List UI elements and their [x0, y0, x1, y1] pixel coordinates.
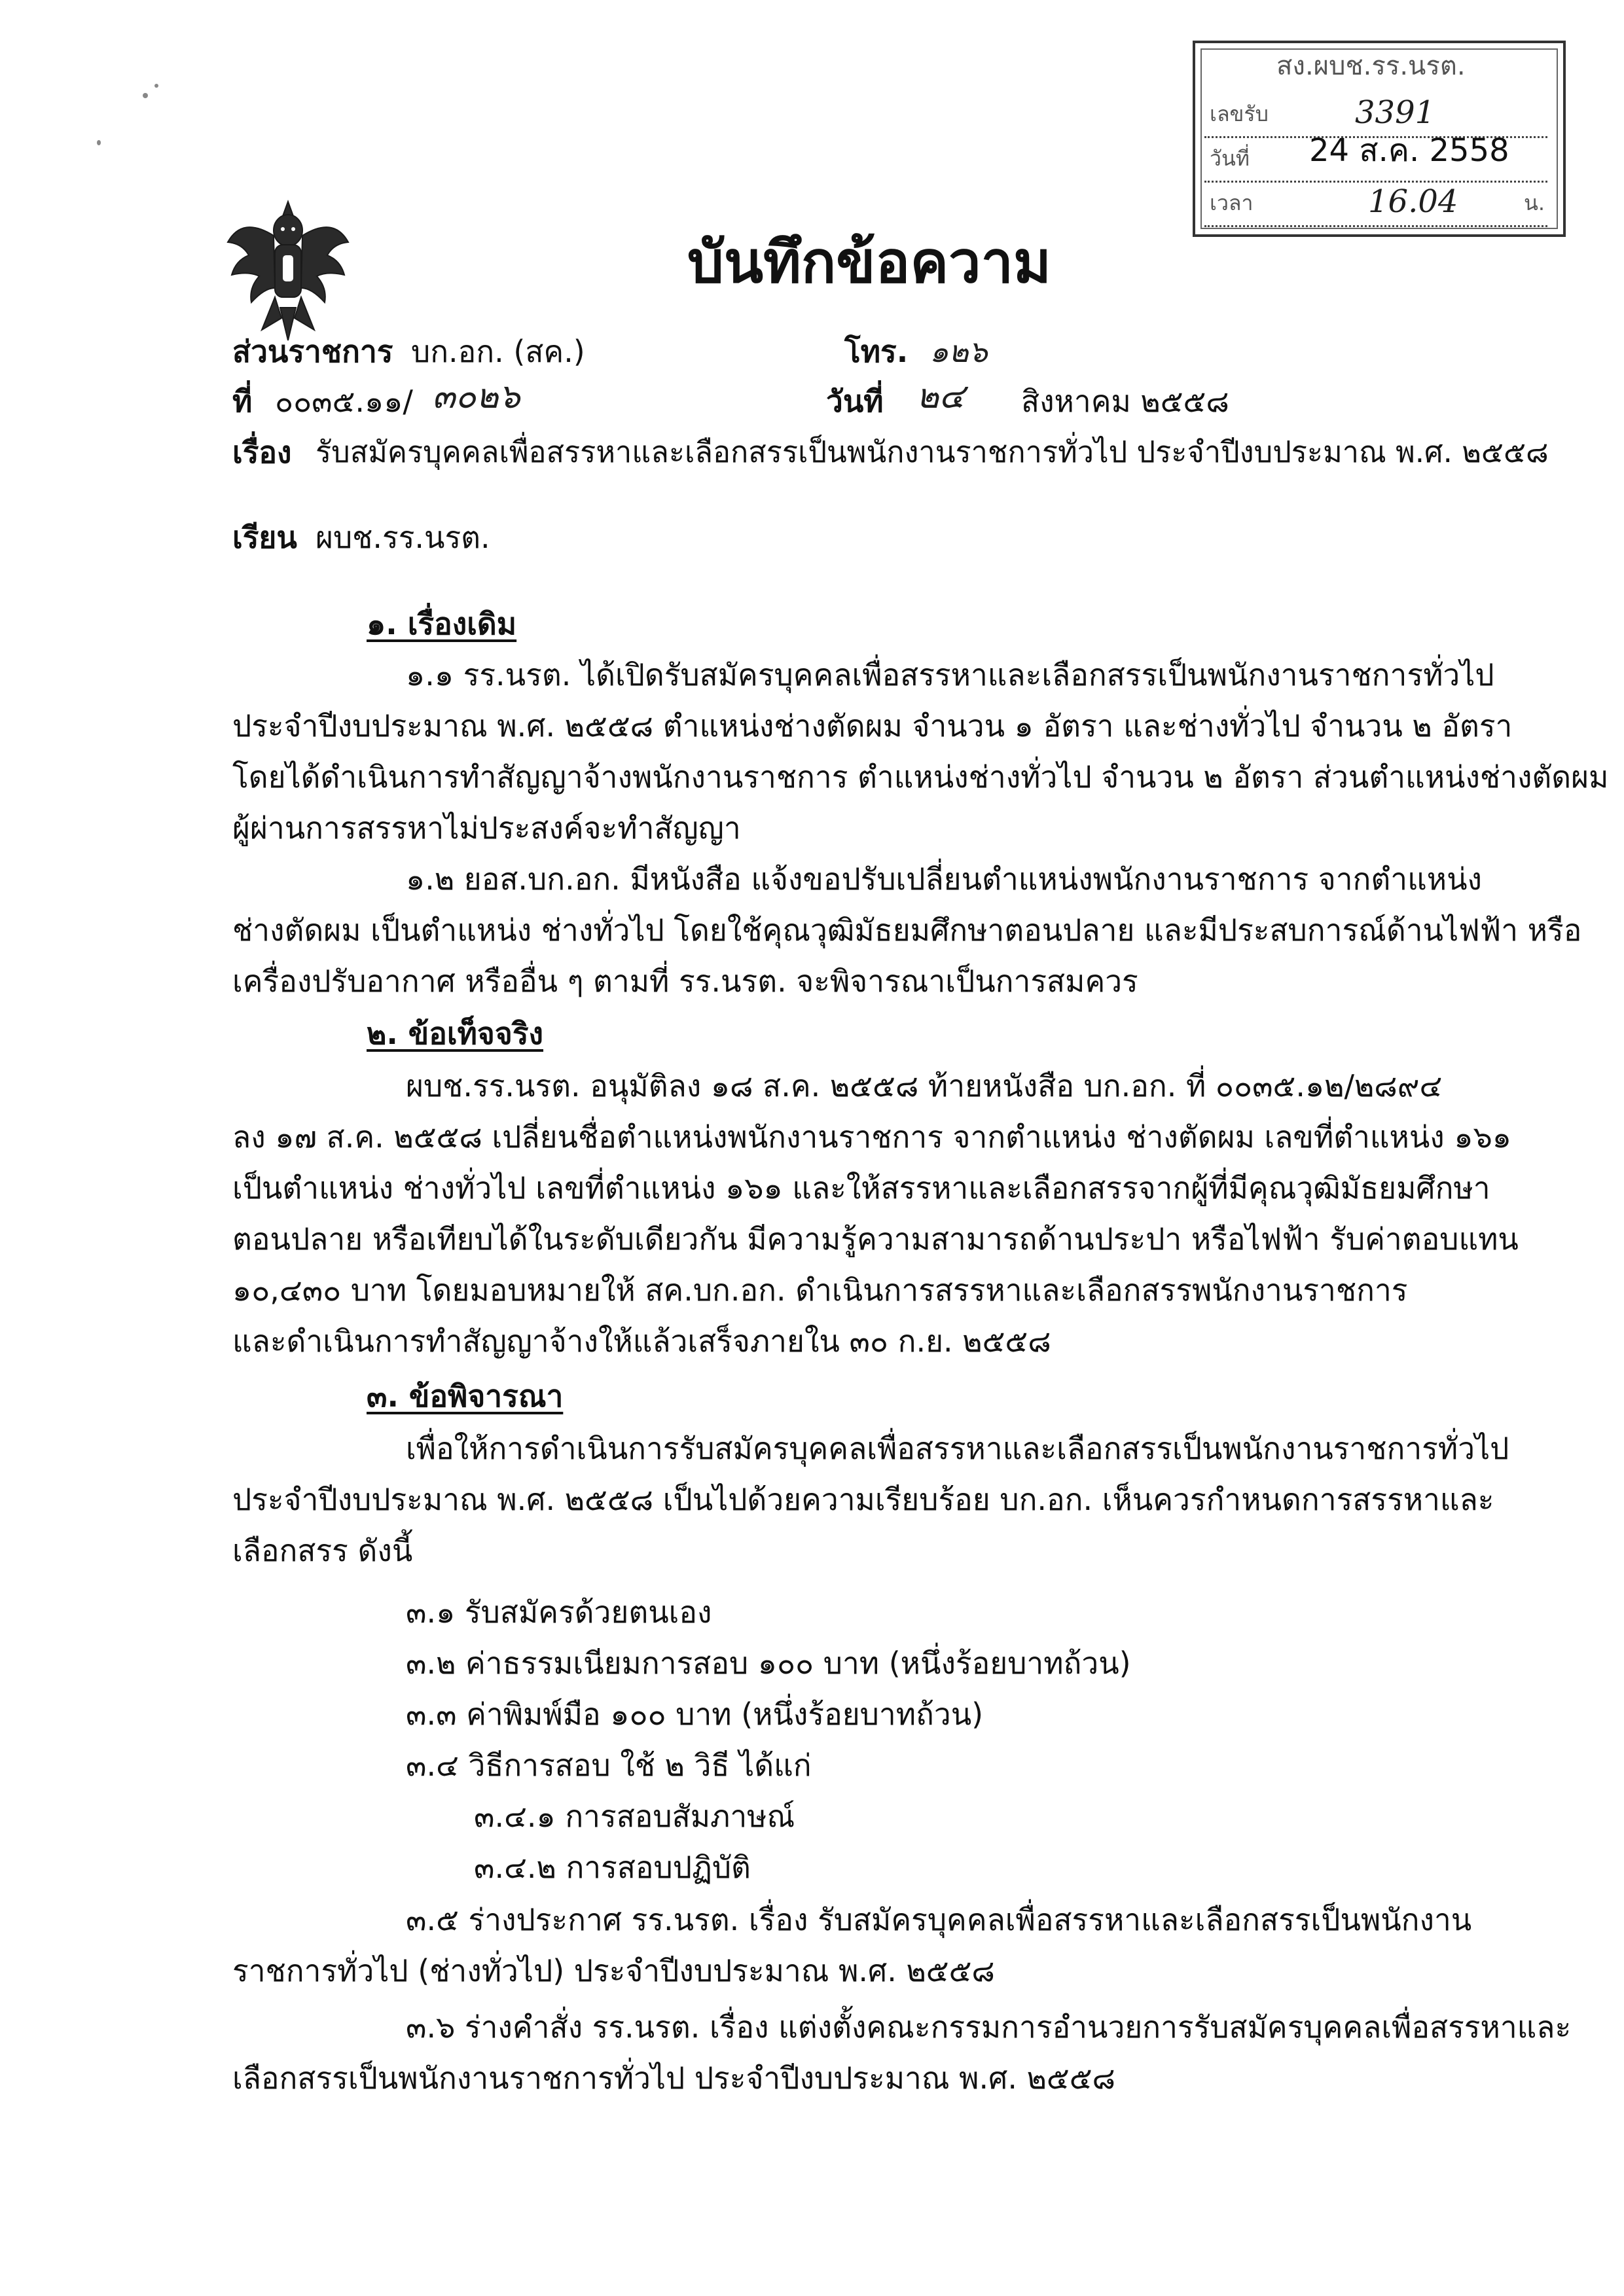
agency-value: บก.อก. (สค.) — [411, 334, 585, 369]
subject-value: รับสมัครบุคคลเพื่อสรรหาและเลือกสรรเป็นพนักงานราชการทั่วไป ประจำปีงบประมาณ พ.ศ. ๒๕๕๘ — [316, 435, 1549, 469]
salutation-value: ผบช.รร.นรต. — [316, 520, 490, 555]
list-item: ๓.๓ ค่าพิมพ์มือ ๑๐๐ บาท (หนึ่งร้อยบาทถ้วน) — [406, 1696, 984, 1732]
body-line: ๑.๑ รร.นรต. ได้เปิดรับสมัครบุคคลเพื่อสรรหาและเลือกสรรเป็นพนักงานราชการทั่วไป — [406, 657, 1494, 692]
body-line: ตอนปลาย หรือเทียบได้ในระดับเดียวกัน มีความรู้ความสามารถด้านประปา หรือไฟฟ้า รับค่าตอบแทน — [232, 1221, 1519, 1257]
body-line: เลือกสรร ดังนี้ — [232, 1533, 413, 1568]
scan-speck — [154, 84, 158, 88]
body-line: ลง ๑๗ ส.ค. ๒๕๕๘ เปลี่ยนชื่อตำแหน่งพนักงานราชการ จากตำแหน่ง ช่างตัดผม เลขที่ตำแหน่ง ๑๖๑ — [232, 1119, 1511, 1155]
stamp-receipt-number: 3391 — [1355, 94, 1435, 131]
stamp-org: สง.ผบช.รร.นรต. — [1276, 51, 1466, 81]
body-line: ๑.๒ ยอส.บก.อก. มีหนังสือ แจ้งขอปรับเปลี่ยนตำแหน่งพนักงานราชการ จากตำแหน่ง — [406, 861, 1482, 897]
body-line: ประจำปีงบประมาณ พ.ศ. ๒๕๕๘ ตำแหน่งช่างตัดผม จำนวน ๑ อัตรา และช่างทั่วไป จำนวน ๒ อัตรา — [232, 708, 1513, 744]
list-subitem: ๓.๔.๒ การสอบปฏิบัติ — [474, 1850, 751, 1885]
stamp-time-unit: น. — [1523, 190, 1545, 215]
list-item: ๓.๒ ค่าธรรมเนียมการสอบ ๑๐๐ บาท (หนึ่งร้อยบาทถ้วน) — [406, 1645, 1131, 1681]
stamp-date-label: วันที่ — [1210, 146, 1250, 171]
scan-speck — [143, 93, 148, 98]
reference-handwritten: ๓๐๒๖ — [432, 377, 520, 416]
stamp-time-value: 16.04 — [1368, 183, 1458, 220]
list-item: ๓.๔ วิธีการสอบ ใช้ ๒ วิธี ได้แก่ — [406, 1748, 812, 1783]
body-line: ผู้ผ่านการสรรหาไม่ประสงค์จะทำสัญญา — [232, 810, 741, 846]
receipt-stamp — [1193, 41, 1566, 237]
body-line: และดำเนินการทำสัญญาจ้างให้แล้วเสร็จภายใน ๓๐ ก.ย. ๒๕๕๘ — [232, 1323, 1051, 1359]
body-line: ๓.๕ ร่างประกาศ รร.นรต. เรื่อง รับสมัครบุคคลเพื่อสรรหาและเลือกสรรเป็นพนักงาน — [406, 1902, 1472, 1937]
agency-label: ส่วนราชการ — [232, 334, 393, 369]
body-line: เพื่อให้การดำเนินการรับสมัครบุคคลเพื่อสรรหาและเลือกสรรเป็นพนักงานราชการทั่วไป — [406, 1431, 1509, 1466]
scan-speck — [97, 140, 101, 145]
body-line: ๓.๖ ร่างคำสั่ง รร.นรต. เรื่อง แต่งตั้งคณะกรรมการอำนวยการรับสมัครบุคคลเพื่อสรรหาและ — [406, 2009, 1572, 2045]
section-1-heading: ๑. เรื่องเดิม — [367, 606, 517, 641]
body-line: เป็นตำแหน่ง ช่างทั่วไป เลขที่ตำแหน่ง ๑๖๑ และให้สรรหาและเลือกสรรจากผู้ที่มีคุณวุฒิมัธยมศึกษา — [232, 1170, 1490, 1206]
tel-value: ๑๒๖ — [929, 334, 988, 369]
section-2-heading: ๒. ข้อเท็จจริง — [367, 1016, 544, 1051]
stamp-receipt-label: เลขรับ — [1210, 101, 1269, 126]
reference-value: ๐๐๓๕.๑๑/ — [275, 384, 413, 419]
body-line: เลือกสรรเป็นพนักงานราชการทั่วไป ประจำปีงบประมาณ พ.ศ. ๒๕๕๘ — [232, 2060, 1116, 2096]
list-subitem: ๓.๔.๑ การสอบสัมภาษณ์ — [474, 1799, 795, 1834]
stamp-date-value: 24 ส.ค. 2558 — [1309, 132, 1509, 169]
list-item: ๓.๑ รับสมัครด้วยตนเอง — [406, 1594, 712, 1630]
section-3-heading: ๓. ข้อพิจารณา — [367, 1378, 564, 1414]
body-line: ประจำปีงบประมาณ พ.ศ. ๒๕๕๘ เป็นไปด้วยความเรียบร้อย บก.อก. เห็นควรกำหนดการสรรหาและ — [232, 1482, 1494, 1517]
salutation-label: เรียน — [232, 520, 297, 555]
body-line: ราชการทั่วไป (ช่างทั่วไป) ประจำปีงบประมาณ พ.ศ. ๒๕๕๘ — [232, 1953, 995, 1988]
body-line: ผบช.รร.นรต. อนุมัติลง ๑๘ ส.ค. ๒๕๕๘ ท้ายหนังสือ บก.อก. ที่ ๐๐๓๕.๑๒/๒๘๙๔ — [406, 1068, 1443, 1103]
subject-label: เรื่อง — [232, 435, 292, 470]
reference-label: ที่ — [232, 384, 253, 419]
body-line: ๑๐,๔๓๐ บาท โดยมอบหมายให้ สค.บก.อก. ดำเนินการสรรหาและเลือกสรรพนักงานราชการ — [232, 1272, 1408, 1308]
date-handwritten: ๒๔ — [916, 377, 965, 416]
tel-label: โทร. — [844, 334, 909, 369]
date-label: วันที่ — [826, 384, 884, 419]
body-line: เครื่องปรับอากาศ หรืออื่น ๆ ตามที่ รร.นรต. จะพิจารณาเป็นการสมควร — [232, 963, 1138, 999]
stamp-time-label: เวลา — [1210, 190, 1254, 215]
body-line: โดยได้ดำเนินการทำสัญญาจ้างพนักงานราชการ ตำแหน่งช่างทั่วไป จำนวน ๒ อัตรา ส่วนตำแหน่งช่างตัดผม — [232, 759, 1609, 795]
memo-title: บันทึกข้อความ — [687, 228, 1052, 296]
body-line: ช่างตัดผม เป็นตำแหน่ง ช่างทั่วไป โดยใช้คุณวุฒิมัธยมศึกษาตอนปลาย และมีประสบการณ์ด้านไฟฟ้า หรือ — [232, 912, 1582, 948]
date-value: สิงหาคม ๒๕๕๘ — [1021, 384, 1229, 419]
garuda-emblem — [223, 190, 353, 347]
